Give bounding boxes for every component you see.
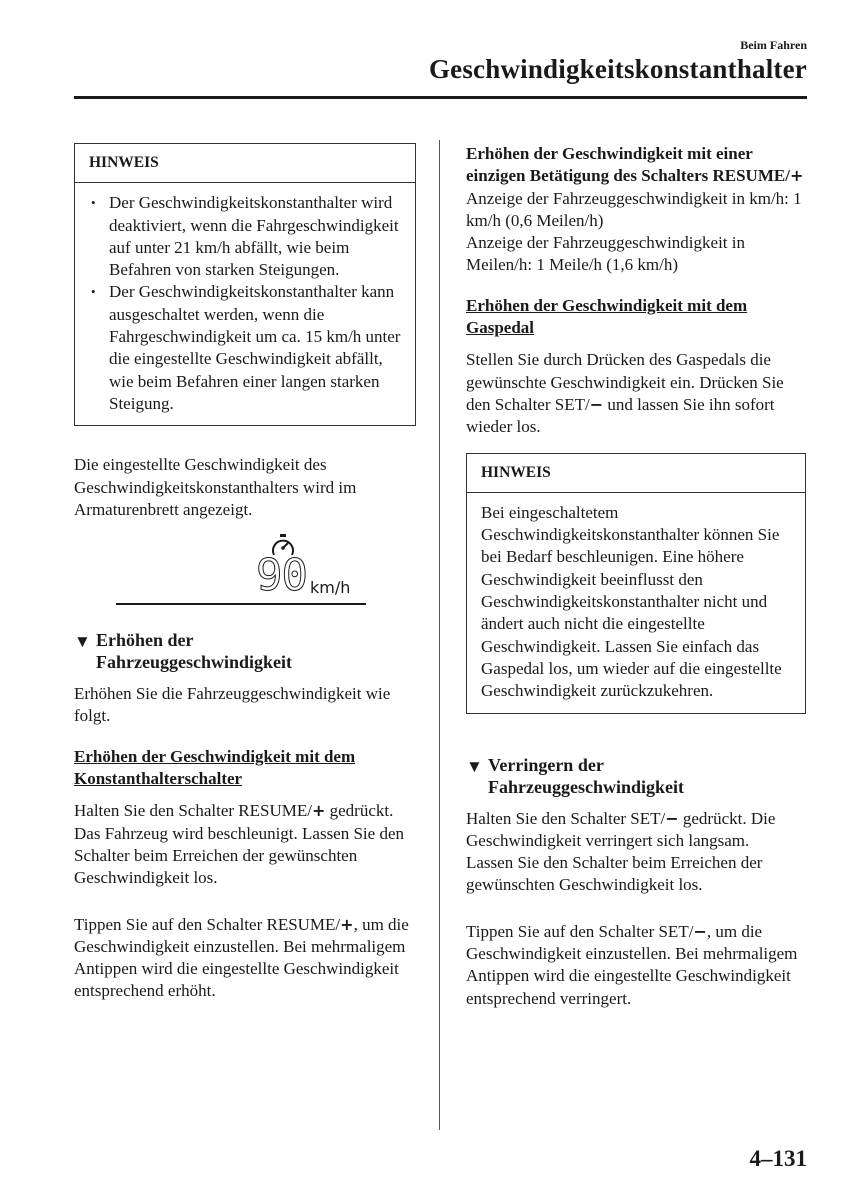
left-column	[74, 143, 416, 1003]
column-divider	[439, 140, 440, 1130]
section-heading-increase	[74, 629, 416, 673]
display-intro-text: Die eingestellte Geschwindigkeit des Geschwindigkeitskonstanthalters wird im Armaturenbrett angezeigt.	[74, 455, 357, 519]
note-bullet-item: • Der Geschwindigkeitskonstanthalter kann ausgeschaltet werden, wenn die Fahrgeschwindigkeit um ca. 15 km/h unter die eingestellte Geschwindigkeit abfällt, wie beim Befahren einer langen starken Steigung.	[89, 281, 405, 415]
paragraph-hold-resume	[74, 800, 416, 889]
paragraph-tap-set	[466, 921, 806, 1010]
speed-digits: 90	[256, 550, 307, 602]
triangle-down-icon: ▼	[74, 632, 91, 652]
subheading-switch: Erhöhen der Geschwindigkeit mit dem Konstanthalterschalter	[74, 746, 356, 789]
paragraph-hold-set	[466, 808, 806, 853]
note-bullet-list	[89, 192, 405, 415]
subheading-single-press	[466, 143, 806, 188]
minus-icon: −	[665, 808, 679, 828]
text-span: gedrückt. Die Geschwindigkeit verringert sich langsam.	[466, 808, 776, 850]
note-box-right	[466, 453, 806, 714]
header-section-label: Beim Fahren	[740, 38, 807, 52]
text-span: Halten Sie den Schalter RESUME/	[74, 801, 312, 821]
note-body	[75, 183, 415, 425]
triangle-down-icon: ▼	[466, 756, 483, 776]
note-heading: HINWEIS	[75, 144, 415, 183]
text-span: Halten Sie den Schalter SET/	[466, 808, 666, 828]
section-heading-decrease	[466, 754, 806, 798]
minus-icon: −	[589, 394, 604, 414]
header-rule	[74, 96, 807, 99]
speed-kmh-text: Anzeige der Fahrzeuggeschwindigkeit in km/h: 1 km/h (0,6 Meilen/h)	[466, 188, 802, 230]
speed-display-illustration	[74, 533, 416, 615]
paragraph-tap-resume	[74, 914, 416, 1003]
page-number: 4–131	[749, 1146, 807, 1171]
section-heading-line-1: Verringern der	[488, 754, 604, 775]
paragraph-accelerator	[466, 349, 806, 438]
minus-icon: −	[693, 921, 707, 941]
paragraph-release-switch: Lassen Sie den Schalter beim Erreichen der gewünschten Geschwindigkeit los.	[466, 853, 763, 895]
note-bullet-item: • Der Geschwindigkeitskonstanthalter wird deaktiviert, wenn die Fahrgeschwindigkeit auf unter 21 km/h abfällt, wie beim Befahren von starken Steigungen.	[89, 192, 405, 281]
text-span: Stellen Sie durch Drücken des Gaspedals die gewünschte Geschwindigkeit ein. Drücken Sie den Schalter SET/	[466, 350, 784, 414]
page-title: Geschwindigkeitskonstanthalter	[428, 54, 807, 84]
text-span: , um die Geschwindigkeit einzustellen. Bei mehrmaligem Antippen wird die eingestellte Geschwindigkeit entsprechend erhöht.	[74, 914, 409, 1001]
note-heading: HINWEIS	[467, 454, 805, 493]
text-span: gedrückt. Das Fahrzeug wird beschleunigt. Lassen Sie den Schalter beim Erreichen der gewünschten Geschwindigkeit los.	[74, 801, 404, 888]
plus-icon: +	[340, 914, 354, 934]
speed-mph-text: Anzeige der Fahrzeuggeschwindigkeit in Meilen/h: 1 Meile/h (1,6 km/h)	[466, 233, 745, 275]
section-heading-line-2: Fahrzeuggeschwindigkeit	[488, 776, 684, 797]
section-heading-line-1: Erhöhen der	[96, 630, 194, 651]
text-span: Tippen Sie auf den Schalter SET/	[466, 921, 694, 941]
speed-unit: km/h	[310, 578, 351, 598]
section-intro-text: Erhöhen Sie die Fahrzeuggeschwindigkeit wie folgt.	[74, 684, 391, 726]
text-span: und lassen Sie ihn sofort wieder los.	[466, 394, 775, 437]
right-column	[466, 143, 806, 1010]
text-span: Tippen Sie auf den Schalter RESUME/	[74, 914, 341, 934]
subheading-accelerator: Erhöhen der Geschwindigkeit mit dem Gaspedal	[466, 295, 748, 338]
note-body: Bei eingeschaltetem Geschwindigkeitskonstanthalter können Sie bei Bedarf beschleunigen. Eine höhere Geschwindigkeit beeinflusst den Geschwindigkeitskonstanthalter nicht und ändert auch nicht die eingestellte Geschwindigkeit. Lassen Sie einfach das Gaspedal los, um wieder auf die eingestellte Geschwindigkeit zurückzukehren.	[481, 502, 782, 701]
text-span: , um die Geschwindigkeit einzustellen. Bei mehrmaligem Antippen wird die eingestellte Geschwindigkeit entsprechend verringert.	[466, 921, 798, 1008]
text-span: Erhöhen der Geschwindigkeit mit einer einzigen Betätigung des Schalters RESUME/	[466, 144, 790, 186]
note-box-left	[74, 143, 416, 426]
plus-icon: +	[311, 801, 326, 821]
section-heading-line-2: Fahrzeuggeschwindigkeit	[96, 652, 292, 673]
display-baseline	[116, 603, 366, 605]
plus-icon: +	[789, 166, 804, 186]
